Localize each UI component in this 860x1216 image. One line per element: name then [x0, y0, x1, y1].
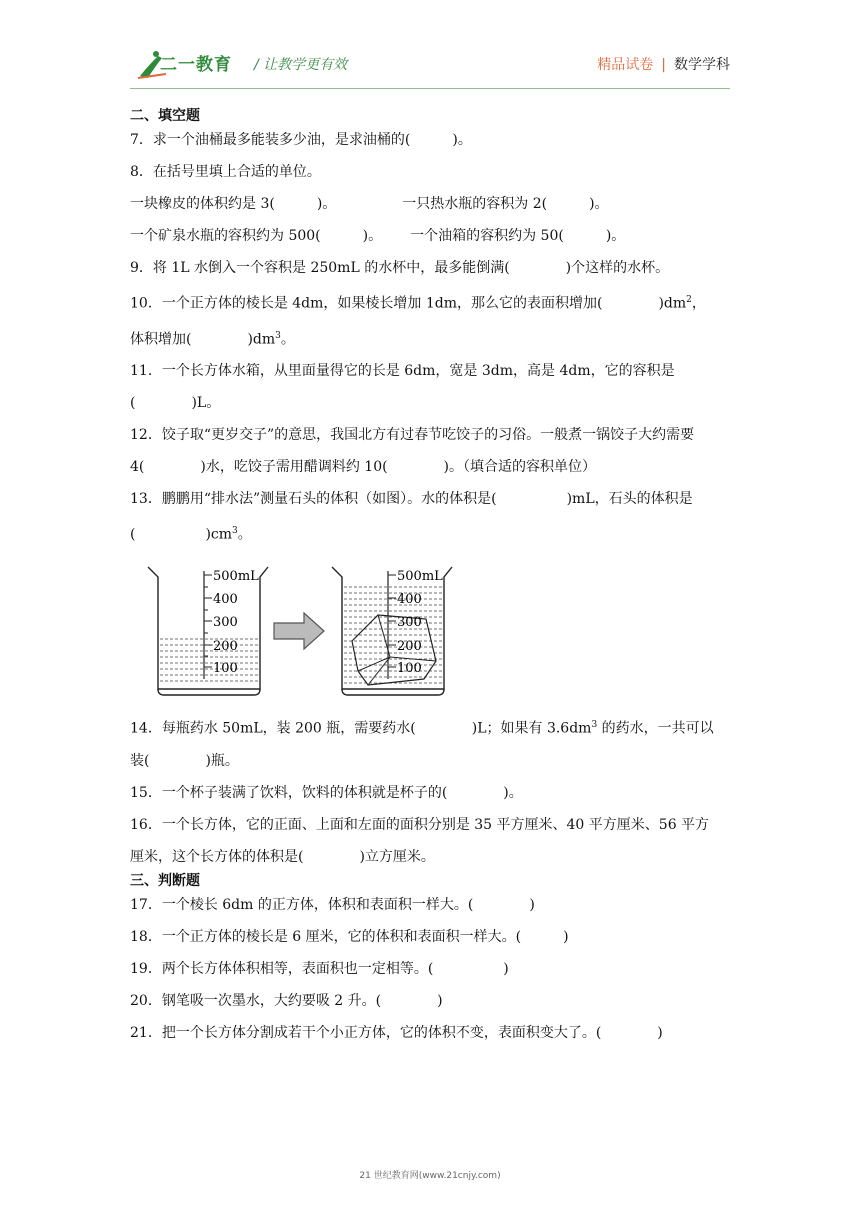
punct: 。 [280, 331, 295, 348]
question-11-line2: ( )L。 [130, 395, 221, 412]
section-judge: 三、判断题 [130, 872, 200, 889]
question-12-line2: 4( )水，吃饺子需用醋调料约 10( )。（填合适的容积单位） [130, 459, 597, 476]
scale-label-300-right: 300 [397, 614, 422, 630]
scale-label-300-left: 300 [213, 614, 238, 630]
beaker-left [148, 567, 268, 695]
scale-label-500-left: 500mL [213, 568, 259, 584]
question-8a: 一块橡皮的体积约是 3( )。 [130, 196, 337, 212]
sup-3: 3 [232, 526, 238, 537]
question-8d: 一个油箱的容积约为 50( )。 [410, 228, 626, 244]
page-footer: 21 世纪教育网(www.21cnjy.com) [359, 1171, 501, 1181]
punct: 。 [237, 526, 252, 543]
beaker-right [332, 567, 452, 695]
tag-right: 数学学科 [674, 57, 730, 73]
question-8-row2 [130, 226, 750, 246]
punct: ， [691, 295, 706, 312]
header-divider [130, 88, 730, 89]
question-8c: 一个矿泉水瓶的容积约为 500( )。 [130, 228, 383, 244]
scale-label-500-right: 500mL [397, 568, 443, 584]
question-14a-end: 的药水，一共可以 [597, 720, 714, 737]
question-16-line2: 厘米，这个长方体的体积是( )立方厘米。 [130, 848, 435, 865]
tag-left: 精品试卷 [597, 57, 654, 73]
question-12-line1: 12．饺子取“更岁交子”的意思，我国北方有过春节吃饺子的习俗。一般煮一锅饺子大约需要 [130, 427, 695, 444]
subject-tag [597, 54, 730, 74]
stone-shape [352, 615, 436, 685]
question-17: 17．一个棱长 6dm 的正方体，体积和表面积一样大。( ) [130, 896, 535, 913]
scale-label-400-right: 400 [397, 591, 422, 607]
question-14-line1 [130, 715, 750, 739]
question-10-line1 [130, 290, 750, 314]
question-21: 21．把一个长方体分割成若干个小正方体，它的体积不变，表面积变大了。( ) [130, 1024, 663, 1041]
question-9: 9．将 1L 水倒入一个容积是 250mL 的水杯中，最多能倒满( )个这样的水杯。 [130, 260, 670, 276]
section-fill-blank: 二、填空题 [130, 108, 200, 124]
scale-label-200-left: 200 [213, 638, 238, 654]
arrow-right-icon [274, 613, 324, 649]
question-8: 8．在括号里填上合适的单位。 [130, 164, 321, 180]
sup-3: 3 [591, 719, 598, 730]
question-18: 18．一个正方体的棱长是 6 厘米，它的体积和表面积一样大。( ) [130, 928, 569, 945]
question-13b: ( )cm [130, 526, 233, 543]
question-16-line1: 16．一个长方体，它的正面、上面和左面的面积分别是 35 平方厘米、40 平方厘米、56 平方 [130, 816, 710, 833]
question-13-line2 [130, 521, 750, 545]
logo-text: 二一教育 [160, 55, 232, 75]
question-content [130, 96, 750, 1043]
question-15: 15．一个杯子装满了饮料，饮料的体积就是杯子的( )。 [130, 784, 523, 801]
beaker-diagram [144, 561, 464, 701]
question-20: 20．钢笔吸一次墨水，大约要吸 2 升。( ) [130, 992, 443, 1009]
slogan: / 让教学更有效 [254, 57, 348, 73]
sup-3: 3 [275, 330, 281, 341]
beaker-figure [130, 561, 750, 707]
sup-2: 2 [686, 295, 692, 305]
scale-label-100-right: 100 [397, 660, 422, 676]
question-11-line1: 11．一个长方体水箱，从里面量得它的长是 6dm，宽是 3dm，高是 4dm，它的容积是 [130, 363, 675, 380]
question-19: 19．两个长方体体积相等，表面积也一定相等。( ) [130, 960, 509, 977]
scale-label-100-left: 100 [213, 660, 238, 676]
question-14a: 14．每瓶药水 50mL，装 200 瓶，需要药水( )L；如果有 3.6dm [130, 720, 592, 737]
question-10-line2 [130, 326, 750, 350]
scale-label-200-right: 200 [397, 638, 422, 654]
question-13-line1: 13．鹏鹏用“排水法”测量石头的体积（如图）。水的体积是( )mL，石头的体积是 [130, 491, 693, 508]
question-8-row1 [130, 194, 750, 214]
question-14-line2: 装( )瓶。 [130, 752, 239, 769]
page-header [130, 40, 730, 90]
question-7: 7．求一个油桶最多能装多少油，是求油桶的( )。 [130, 132, 472, 148]
tag-separator: | [661, 57, 666, 73]
question-8b: 一只热水瓶的容积为 2( )。 [402, 196, 609, 212]
question-10a: 10．一个正方体的棱长是 4dm，如果棱长增加 1dm，那么它的表面积增加( )dm [130, 295, 687, 312]
scale-label-400-left: 400 [213, 591, 238, 607]
question-10b: 体积增加( )dm [130, 331, 276, 348]
